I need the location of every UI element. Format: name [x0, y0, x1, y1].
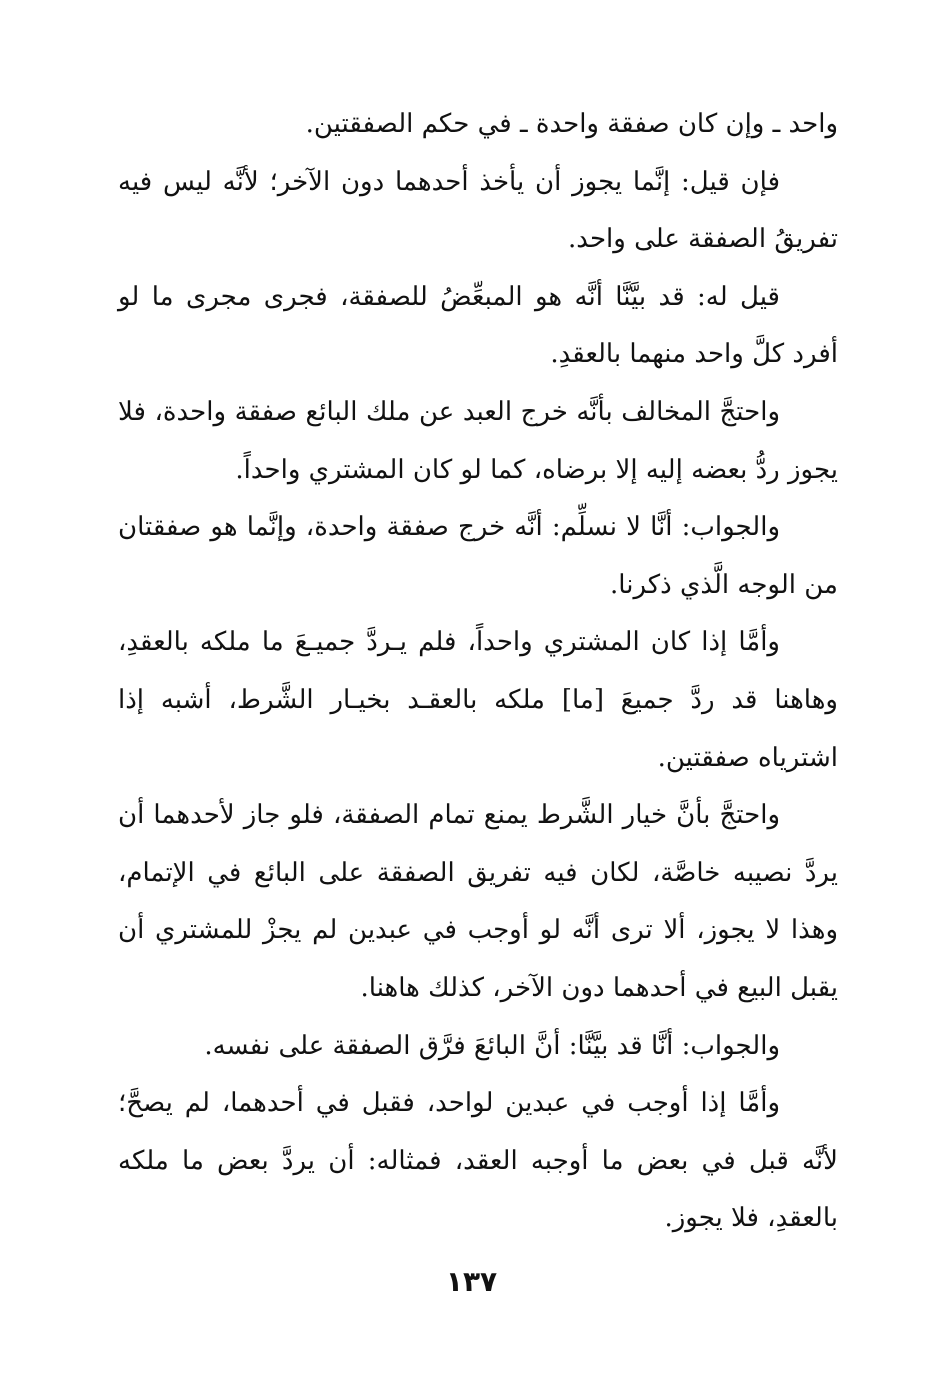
- paragraph-5: والجواب: أنَّا لا نسلِّم: أنَّه خرج صفقة واحدة، وإنَّما هو صفقتان من الوجه الَّذي ذكرنا.: [118, 512, 838, 600]
- paragraph-9: وأمَّا إذا أوجب في عبدين لواحد، فقبل في أحدهما، لم يصحَّ؛ لأنَّه قبل في بعض ما أوجبه العقد، فمثاله: أن يردَّ بعض ما ملكه بالعقدِ، فلا يجوز.: [118, 1088, 838, 1234]
- paragraph-8: والجواب: أنَّا قد بيَّنَّا: أنَّ البائعَ فرَّق الصفقة على نفسه.: [204, 1030, 780, 1061]
- paragraph-2: فإن قيل: إنَّما يجوز أن يأخذ أحدهما دون الآخر؛ لأنَّه ليس فيه تفريقُ الصفقة على واحد.: [118, 166, 838, 255]
- page-number: ١٣٧: [445, 1265, 498, 1298]
- paragraph-3: قيل له: قد بيَّنَّا أنَّه هو المبعِّضُ للصفقة، فجرى مجرى ما لو أفرد كلَّ واحد منهما بالعقدِ.: [118, 281, 838, 370]
- paragraph-7: واحتجَّ بأنَّ خيار الشَّرط يمنع تمام الصفقة، فلو جاز لأحدهما أن يردَّ نصيبه خاصَّة، لكان فيه تفريق الصفقة على البائع في الإتمام، وهذا لا يجوز، ألا ترى أنَّه لو أوجب في عبدين لم يجزْ للمشتري أن يقبل البيع في أحدهما دون الآخر، كذلك هاهنا.: [118, 800, 838, 1003]
- paragraph-6: وأمَّا إذا كان المشتري واحداً، فلم يـردَّ جميـعَ ما ملكه بالعقدِ، وهاهنا قد ردَّ جميعَ [ما] ملكه بالعقـد بخيـار الشَّرط، أشبه إذا اشترياه صفقتين.: [118, 627, 838, 773]
- paragraph-1: واحد ـ وإن كان صفقة واحدة ـ في حكم الصفقتين.: [305, 109, 838, 139]
- paragraph-4: واحتجَّ المخالف بأنَّه خرج العبد عن ملك البائع صفقة واحدة، فلا يجوز ردُّ بعضه إليه إلا برضاه، كما لو كان المشتري واحداً.: [118, 396, 838, 485]
- body-text: [118, 96, 838, 1248]
